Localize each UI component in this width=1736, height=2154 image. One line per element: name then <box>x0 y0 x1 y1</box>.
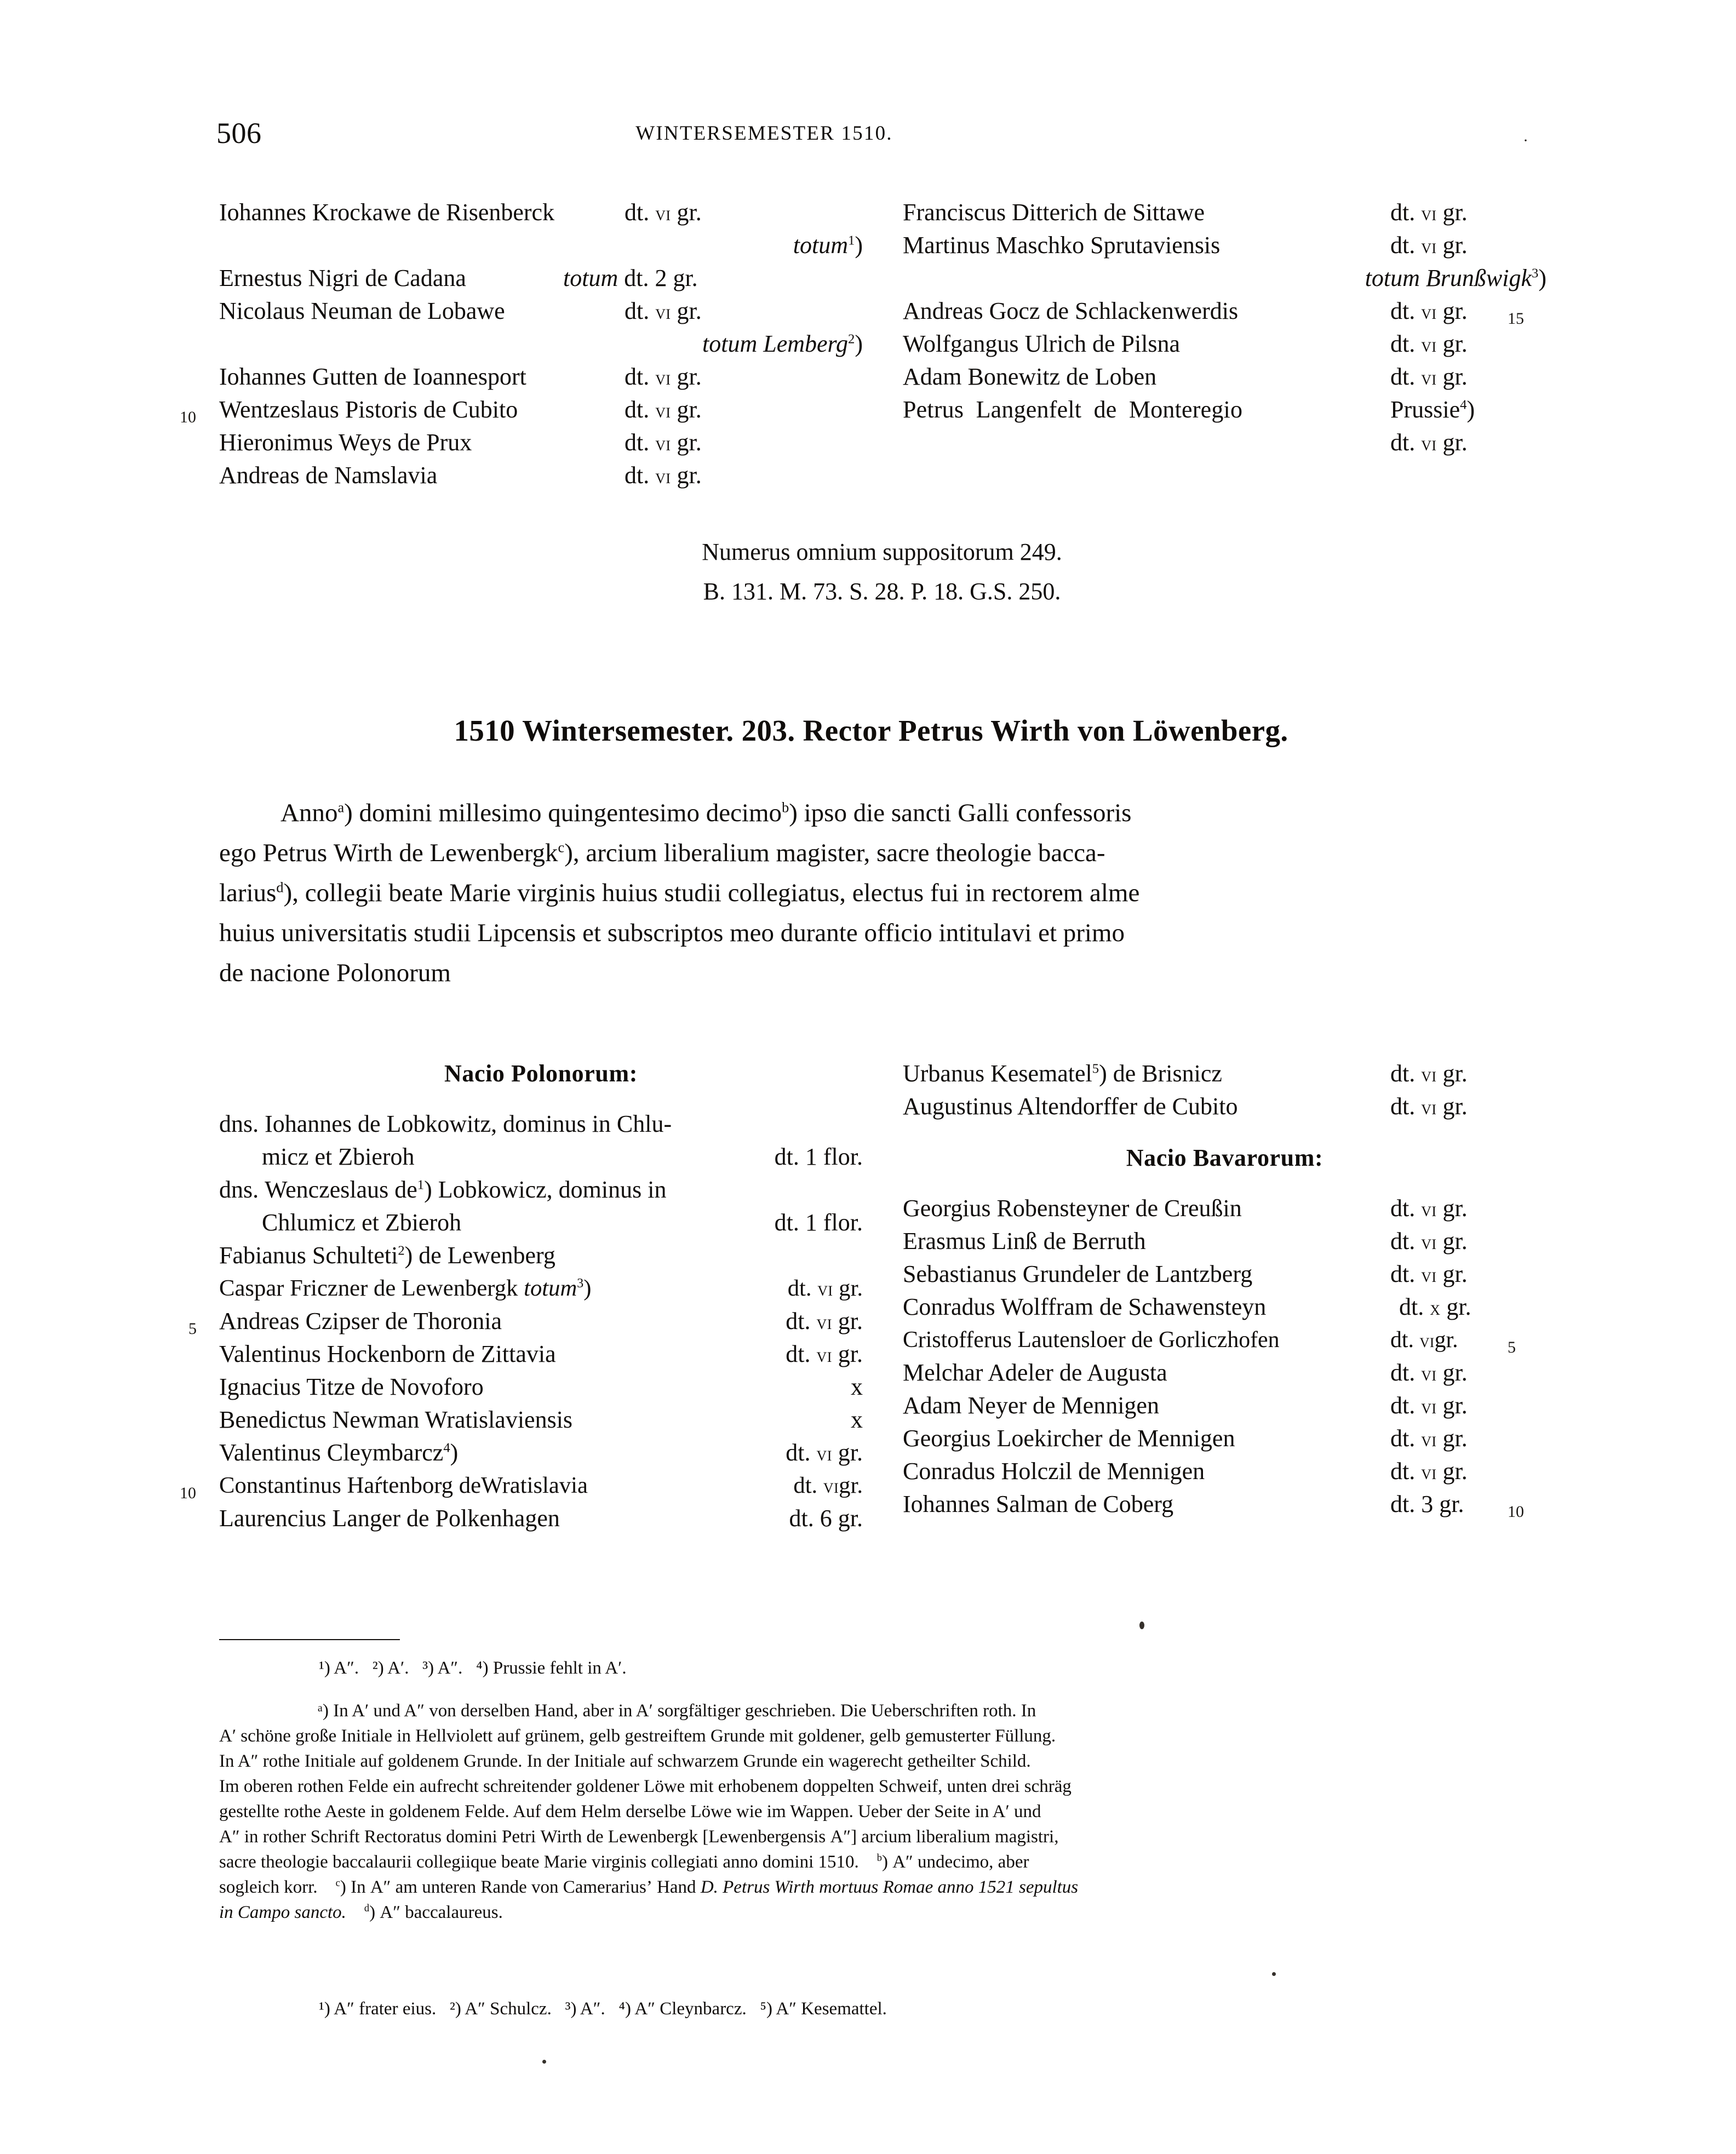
entry-amount: dt. vi gr. <box>786 1340 863 1367</box>
latin-preamble <box>219 793 1526 993</box>
entry-amount: dt. 1 flor. <box>774 1209 863 1236</box>
entry-amount: dt. 3 gr. <box>1390 1491 1464 1517</box>
entry-amount: dt. vi gr. <box>1390 297 1468 324</box>
entry-amount: Prussie$^4$) <box>1390 396 1475 423</box>
register-entry <box>219 1173 863 1206</box>
register-entry <box>903 328 1546 360</box>
line-number: 5 <box>188 1320 197 1338</box>
line-number: 10 <box>180 408 196 426</box>
entry-amount: dt. x gr. <box>1399 1293 1471 1320</box>
preamble-line: ego Petrus Wirth de Lewenbergk$^c$), arcium liberalium magister, sacre theologie bacca- <box>219 839 1105 867</box>
register-entry <box>903 1422 1546 1455</box>
register-entry <box>219 1403 863 1436</box>
register-continuation: totum Brunßwigk$^3$) <box>1365 265 1546 291</box>
register-entry <box>903 1057 1546 1090</box>
entry-name: Caspar Friczner de Lewenbergk totum$^3$) <box>219 1275 592 1301</box>
entry-amount: dt. vi gr. <box>1390 429 1468 456</box>
entry-amount: dt. vi gr. <box>1390 199 1468 226</box>
register-continuation: totum$^1$) <box>793 232 863 259</box>
entry-name: Valentinus Cleymbarcz$^4$) <box>219 1439 459 1466</box>
total-suppositorum: Numerus omnium suppositorum 249. <box>702 538 1062 565</box>
footnote-line: ᵃ) In A′ und A″ von derselben Hand, aber in A′ sorgfältiger geschrieben. Die Ueberschriften roth. In <box>318 1701 1036 1721</box>
line-number: 5 <box>1508 1338 1516 1356</box>
preamble-line: Anno$^a$) domini millesimo quingentesimo decimo$^b$) ipso die sancti Galli confessoris <box>280 799 1132 827</box>
entry-name: Laurencius Langer de Polkenhagen <box>219 1505 560 1532</box>
running-head <box>216 116 1520 148</box>
entry-name: Chlumicz et Zbieroh <box>262 1209 462 1236</box>
nacio-polonorum-heading: Nacio Polonorum: <box>444 1060 638 1087</box>
register-continuation <box>903 426 1546 459</box>
entry-name: Andreas Czipser de Thoronia <box>219 1308 502 1334</box>
footnote-line: ¹) A″. ²) A′. ³) A″. ⁴) Prussie fehlt in A′. <box>319 1658 627 1678</box>
register-entry <box>903 1291 1546 1324</box>
entry-amount: dt. vi gr. <box>1390 1261 1468 1287</box>
register-entry <box>219 1502 863 1535</box>
entry-amount: x <box>851 1373 863 1400</box>
entry-name: Andreas Gocz de Schlackenwerdis <box>903 297 1239 324</box>
footnote-line: in Campo sancto. $^d$) A″ baccalaureus. <box>219 1903 503 1922</box>
register-entry <box>903 360 1546 393</box>
entry-name: Erasmus Linß de Berruth <box>903 1228 1146 1254</box>
preamble-line: larius$^d$), collegii beate Marie virginis huius studii collegiatus, electus fui in rectorem alme <box>219 879 1140 907</box>
entry-amount: dt. vi gr. <box>624 199 702 226</box>
entry-amount: dt. vi gr. <box>1390 1060 1468 1087</box>
entry-name: Georgius Loekircher de Mennigen <box>903 1425 1235 1452</box>
entry-name: Ignacius Titze de Novoforo <box>219 1373 484 1400</box>
scan-speck <box>1139 1622 1144 1629</box>
entry-amount: dt. vi gr. <box>1390 1195 1468 1222</box>
total-nations: B. 131. M. 73. S. 28. P. 18. G.S. 250. <box>703 578 1061 605</box>
register-entry <box>219 1338 863 1371</box>
register-entry <box>219 196 863 229</box>
register-entry <box>903 393 1546 426</box>
register-entry <box>903 1090 1546 1123</box>
entry-name: Martinus Maschko Sprutaviensis <box>903 232 1221 259</box>
entry-amount: dt. vigr. <box>1390 1327 1458 1353</box>
footnote-rule <box>219 1639 400 1640</box>
footnote-line: gestellte rothe Aeste in goldenem Felde. Auf dem Helm derselbe Löwe wie im Wappen. Ueber der Seite in A′ und <box>219 1802 1041 1821</box>
footnote-line: A′ schöne große Initiale in Hellviolett auf grünem, gelb gestreiftem Grunde mit goldener, gelb gemusterter Füllung. <box>219 1726 1056 1746</box>
scan-speck <box>542 2060 546 2064</box>
page-title: WINTERSEMESTER 1510. <box>635 122 893 145</box>
entry-name: Wentzeslaus Pistoris de Cubito <box>219 396 518 423</box>
footnote-line: ¹) A″ frater eius. ²) A″ Schulcz. ³) A″. ⁴) A″ Cleynbarcz. ⁵) A″ Kesemattel. <box>319 1999 887 2019</box>
footnote-numeric-bottom <box>219 1996 1526 2021</box>
entry-amount: dt. vi gr. <box>786 1439 863 1466</box>
register-entry <box>903 196 1546 229</box>
entry-name: Fabianus Schulteti$^2$) de Lewenberg <box>219 1242 555 1269</box>
entry-name: Iohannes Gutten de Ioannesport <box>219 363 526 390</box>
entry-name: Andreas de Namslavia <box>219 462 438 489</box>
entry-amount: dt. vi gr. <box>1390 1093 1468 1120</box>
entry-name: dns. Wenczeslaus $de^1$) Lobkowicz, dominus in <box>219 1176 667 1203</box>
register-entry <box>219 1436 863 1469</box>
totals-block <box>219 532 1545 611</box>
entry-amount: dt. vi gr. <box>1390 1359 1468 1386</box>
entry-amount: dt. vi gr. <box>624 462 702 489</box>
register-entry <box>903 1455 1546 1488</box>
register-entry <box>903 229 1546 262</box>
entry-amount: dt. vi gr. <box>787 1275 863 1301</box>
footnote-numeric-top <box>219 1655 1526 1681</box>
entry-amount: dt. vi gr. <box>1390 1458 1468 1485</box>
entry-amount: dt. vi gr. <box>1390 1425 1468 1452</box>
entry-name: Valentinus Hockenborn de Zittavia <box>219 1340 556 1367</box>
register-entry <box>219 1239 863 1272</box>
entry-amount: dt. vi gr. <box>1390 232 1468 259</box>
nacio-bavarorum-column <box>903 1057 1546 1521</box>
entry-amount: dt. vigr. <box>793 1473 863 1498</box>
entry-name: Benedictus Newman Wratislaviensis <box>219 1406 573 1433</box>
register-continuation: totum Lemberg$^2$) <box>702 330 863 357</box>
corner-speck: · <box>1523 131 1528 150</box>
entry-name: Conradus Holczil de Mennigen <box>903 1458 1205 1485</box>
register-entry <box>219 1108 863 1141</box>
entry-amount: dt. 6 gr. <box>789 1505 863 1532</box>
register-top-left-column <box>180 196 863 492</box>
register-entry <box>219 426 863 459</box>
entry-amount: x <box>851 1406 863 1433</box>
nacio-bavarorum-heading: Nacio Bavarorum: <box>1126 1144 1324 1171</box>
register-entry <box>219 262 863 295</box>
register-entry <box>219 459 863 492</box>
entry-name: Franciscus Ditterich de Sittawe <box>903 199 1205 226</box>
entry-name: Petrus Langenfelt de Monteregio <box>903 396 1243 423</box>
line-number: 10 <box>180 1484 196 1502</box>
register-entry <box>219 1206 863 1239</box>
footnote-line: A″ in rother Schrift Rectoratus domini Petri Wirth de Lewenbergk [Lewenbergensis A″] arcium liberalium magistri, <box>219 1827 1059 1847</box>
entry-amount: dt. vi gr. <box>624 363 702 390</box>
entry-amount: totum dt. 2 gr. <box>563 265 698 291</box>
footnote-line: Im oberen rothen Felde ein aufrecht schreitender goldener Löwe mit erhobenem doppelten Schweif, unten drei schräg <box>219 1777 1072 1796</box>
register-entry <box>188 1305 863 1338</box>
line-number: 15 <box>1508 310 1524 328</box>
register-entry <box>180 393 863 426</box>
entry-amount: dt. vi gr. <box>786 1308 863 1334</box>
footnote-line: sogleich korr. $^c$) In A″ am unteren Rande von Camerarius’ Hand D. Petrus Wirth mortuus Romae anno 1521 sepultus <box>219 1877 1079 1897</box>
entry-name: Cristofferus Lautensloer de Gorliczhofen <box>903 1327 1280 1353</box>
entry-name: Constantinus Haŕtenborg deWratislavia <box>219 1473 588 1498</box>
entry-name: Iohannes Krockawe de Risenberck <box>219 199 555 226</box>
entry-name: Sebastianus Grundeler de Lantzberg <box>903 1261 1253 1287</box>
entry-name: Iohannes Salman de Coberg <box>903 1491 1174 1517</box>
register-entry <box>219 295 863 328</box>
register-entry <box>219 1371 863 1403</box>
entry-name: Adam Neyer de Mennigen <box>903 1392 1159 1419</box>
register-entry <box>903 295 1546 328</box>
preamble-line: huius universitatis studii Lipcensis et subscriptos meo durante officio intitulavi et primo <box>219 919 1125 947</box>
entry-amount: dt. vi gr. <box>1390 1392 1468 1419</box>
register-entry <box>180 1469 863 1502</box>
footnote-line: In A″ rothe Initiale auf goldenem Grunde. In der Initiale auf schwarzem Grunde ein wagerecht getheilter Schild. <box>219 1751 1031 1771</box>
entry-name: Augustinus Altendorffer de Cubito <box>903 1093 1238 1120</box>
register-entry <box>903 1488 1546 1521</box>
entry-amount: dt. vi gr. <box>1390 330 1468 357</box>
register-top-right-column <box>903 196 1546 459</box>
entry-amount: dt. vi gr. <box>1390 1228 1468 1254</box>
footnote-line: sacre theologie baccalaurii collegiique beate Marie virginis collegiati anno domini 1510. $^b$) A″ undecimo, aber <box>219 1852 1029 1872</box>
register-entry <box>219 1272 863 1305</box>
entry-name: dns. Iohannes de Lobkowitz, dominus in Chlu- <box>219 1110 672 1137</box>
entry-name: Nicolaus Neuman de Lobawe <box>219 297 505 324</box>
preamble-line: de nacione Polonorum <box>219 959 451 987</box>
entry-name: Conradus Wolffram de Schawensteyn <box>903 1293 1267 1320</box>
entry-amount: dt. 1 flor. <box>774 1143 863 1170</box>
folio-number: 506 <box>216 117 262 150</box>
entry-name: micz et Zbieroh <box>262 1143 415 1170</box>
entry-name: Georgius Robensteyner de Creußin <box>903 1195 1242 1222</box>
entry-name: Wolfgangus Ulrich de Pilsna <box>903 330 1181 357</box>
entry-amount: dt. vi gr. <box>1390 363 1468 390</box>
register-entry <box>903 1258 1546 1291</box>
register-entry <box>903 1356 1546 1389</box>
entry-amount: dt. vi gr. <box>624 396 702 423</box>
register-entry <box>903 1225 1546 1258</box>
register-entry <box>903 1324 1546 1356</box>
register-entry <box>903 1389 1546 1422</box>
entry-name: Ernestus Nigri de Cadana <box>219 265 466 291</box>
line-number: 10 <box>1508 1503 1524 1521</box>
entry-name: Melchar Adeler de Augusta <box>903 1359 1167 1386</box>
rector-section-heading: 1510 Wintersemester. 203. Rector Petrus Wirth von Löwenberg. <box>454 714 1288 747</box>
entry-amount: dt. vi gr. <box>624 429 702 456</box>
scan-speck <box>1272 1972 1276 1976</box>
entry-name: Urbanus Kesematel$^5$) de Brisnicz <box>903 1060 1222 1087</box>
register-entry <box>219 1141 863 1173</box>
nacio-polonorum-column <box>180 1057 863 1535</box>
entry-name: Adam Bonewitz de Loben <box>903 363 1157 390</box>
register-entry <box>219 360 863 393</box>
footnote-lettered-block <box>219 1698 1527 1925</box>
register-entry <box>903 1192 1546 1225</box>
entry-name: Hieronimus Weys de Prux <box>219 429 472 456</box>
entry-amount: dt. vi gr. <box>624 297 702 324</box>
